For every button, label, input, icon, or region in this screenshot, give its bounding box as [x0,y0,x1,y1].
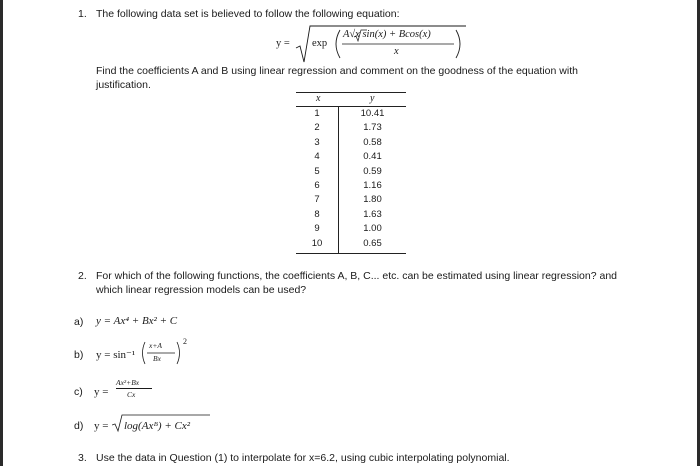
equation-denominator: x [394,46,399,57]
option-d-lhs: y = [94,420,109,432]
table-cell-x: 5 [314,165,320,177]
option-b-numerator: x+A [149,341,162,350]
question-3-number: 3. [78,452,87,464]
question-1-equation [270,24,470,66]
option-b-label: b) [74,349,84,361]
option-d-label: d) [74,420,84,432]
question-2-text-line-1: For which of the following functions, the coefficients A, B, C... etc. can be estimated using linear regression? and [96,270,618,282]
option-a-label: a) [74,316,84,328]
table-row [296,209,406,223]
question-1-instruction-line-2: justification. [96,79,151,91]
table-cell-x: 4 [314,151,320,163]
option-b-lhs: y = sin⁻¹ [96,349,136,361]
table-top-rule [296,92,406,93]
table-cell-y: 0.58 [363,136,382,148]
question-2-number: 2. [78,270,87,282]
option-c-label: c) [74,386,83,398]
option-b-exponent: 2 [183,337,187,346]
table-bottom-rule [296,253,406,254]
table-cell-x: 2 [314,122,320,134]
table-cell-x: 6 [314,180,320,191]
equation-lhs: y = [276,38,290,49]
option-a-formula: y = Ax⁴ + Bx² + C [96,315,178,327]
option-c-lhs: y = [94,386,109,398]
table-cell-x: 10 [311,237,323,249]
table-header-rule [296,106,406,107]
question-2-text-line-2: which linear regression models can be used? [96,284,307,296]
table-cell-x: 3 [314,136,320,148]
table-row [296,194,406,208]
table-cell-x: 1 [314,108,320,119]
table-row [296,137,406,151]
question-3-text: Use the data in Question (1) to interpolate for x=6.2, using cubic interpolating polynomial. [96,452,510,464]
table-cell-x: 8 [314,208,320,220]
question-1-text: The following data set is believed to follow the following equation: [96,8,400,20]
table-row [296,180,406,194]
equation-numerator: A√x sin(x) + Bcos(x) [343,29,431,40]
table-row [296,223,406,237]
table-cell-y: 1.73 [363,122,382,134]
question-1-instruction-line-1: Find the coefficients A and B using linear regression and comment on the goodness of the equation with [96,65,578,77]
table-cell-y: 1.80 [363,194,382,206]
table-cell-y: 0.65 [363,237,382,249]
left-edge-border [0,0,3,466]
table-row [296,151,406,165]
option-c-exponent-numerator: Ax²+Bx [116,378,140,387]
table-cell-y: 10.41 [360,108,385,119]
table-row [296,108,406,122]
equation-exp-function: exp [312,38,328,49]
table-cell-y: 1.63 [363,208,382,220]
table-header-y: y [370,93,375,104]
table-row [296,122,406,136]
table-cell-y: 1.00 [363,223,382,235]
table-cell-y: 0.59 [363,165,382,177]
table-row [296,166,406,180]
table-header-x: x [316,93,321,104]
option-c-fraction-bar [116,388,152,389]
table-cell-y: 1.16 [363,180,382,191]
table-cell-x: 7 [314,194,320,206]
option-b-denominator: Bx [153,354,161,363]
question-1-number: 1. [78,8,87,20]
option-d-radicand: log(Axᴮ) + Cx² [124,420,191,432]
option-c-exponent-denominator: Cx [127,390,136,399]
table-cell-y: 0.41 [363,151,382,163]
table-cell-x: 9 [314,223,320,235]
table-row [296,238,406,252]
